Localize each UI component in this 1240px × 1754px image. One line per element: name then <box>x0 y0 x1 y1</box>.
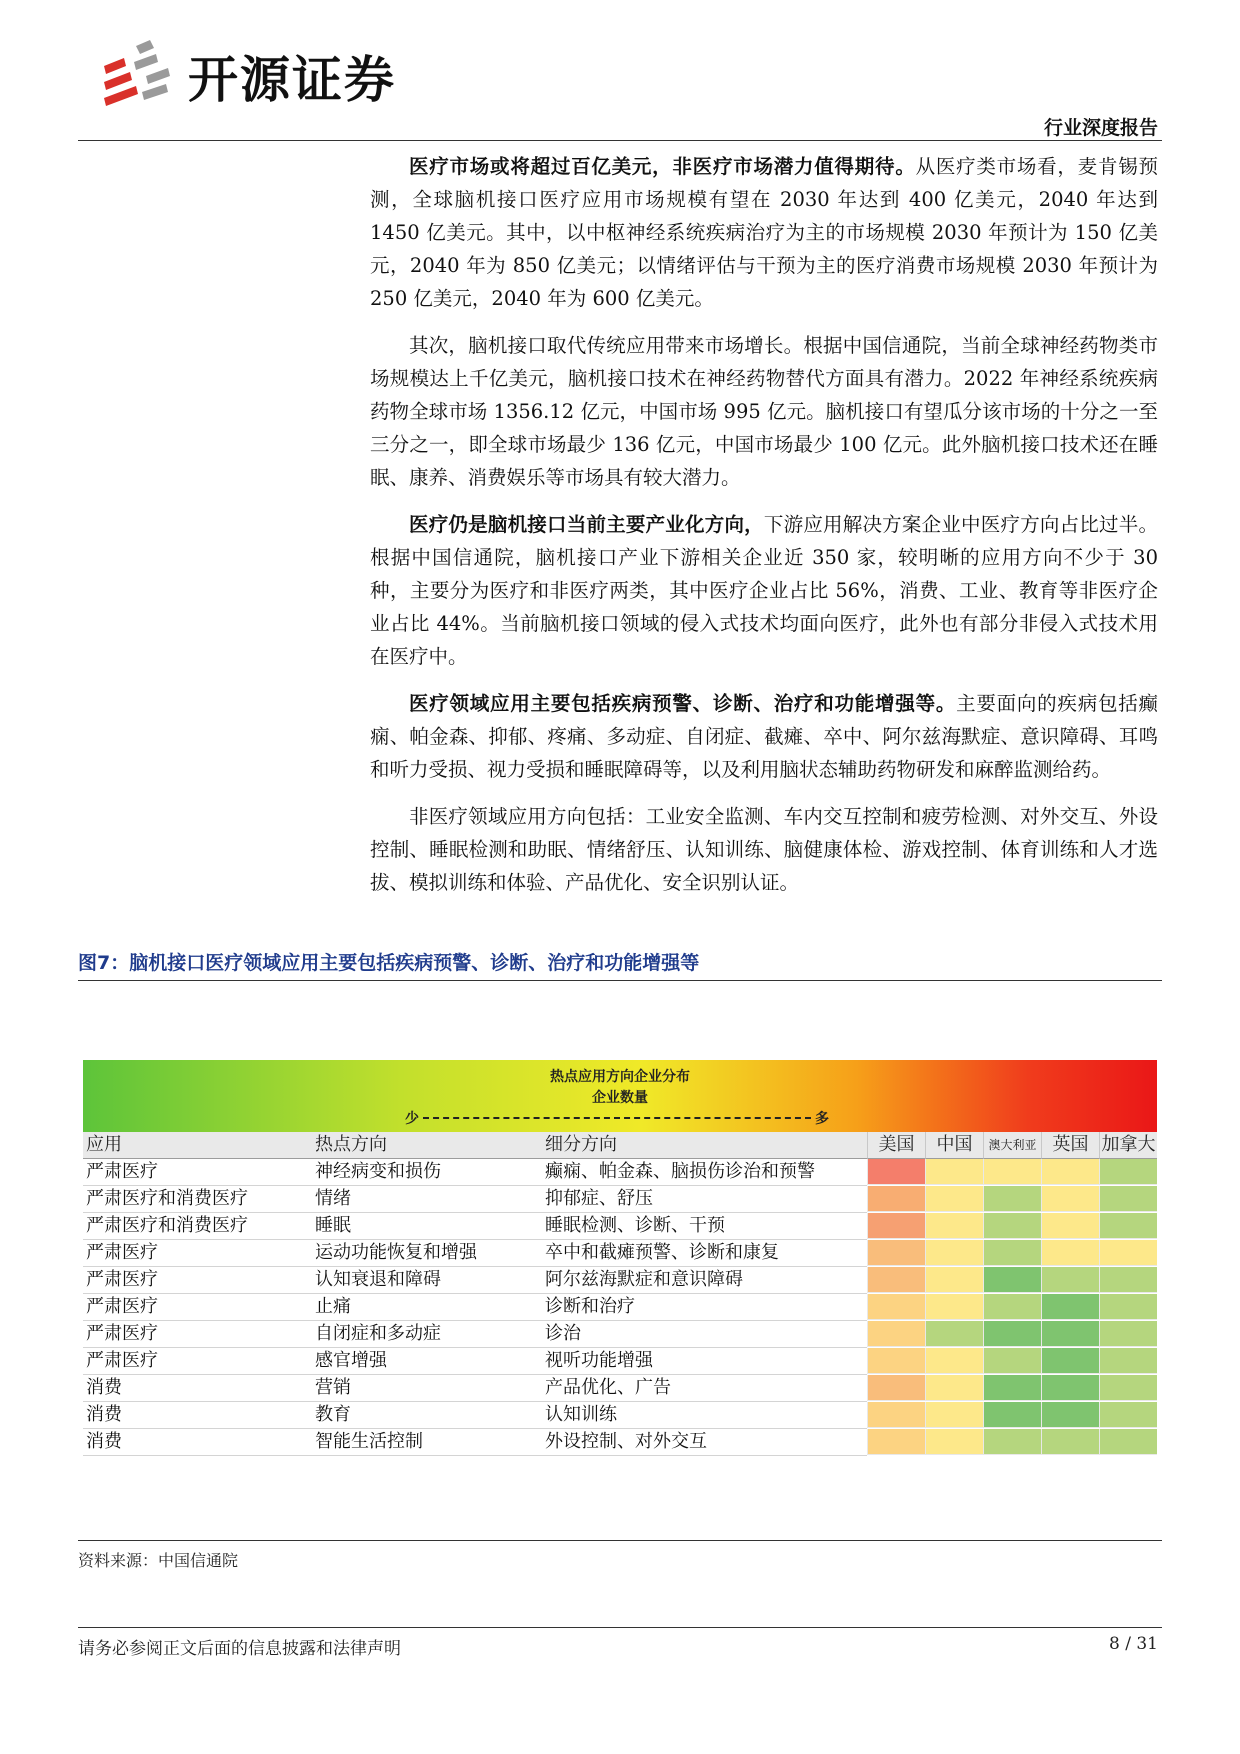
heatmap-cell <box>1099 1321 1157 1347</box>
heatmap-cell <box>1099 1402 1157 1428</box>
paragraph-lead: 医疗仍是脑机接口当前主要产业化方向， <box>409 513 764 536</box>
heatmap-cell <box>867 1186 925 1212</box>
heatmap-cell <box>983 1429 1041 1455</box>
heatmap-cell <box>1041 1213 1099 1239</box>
heatmap-cell <box>867 1375 925 1401</box>
heatmap-cell <box>1041 1240 1099 1266</box>
heatmap-banner-subtitle: 企业数量 <box>592 1090 648 1106</box>
source-divider <box>78 1540 1162 1541</box>
heatmap-cell <box>1099 1159 1157 1185</box>
paragraph-text: 下游应用解决方案企业中医疗方向占比过半。根据中国信通院，脑机接口产业下游相关企业近 350 家，较明晰的应用方向不少于 30 种，主要分为医疗和非医疗两类，其中医疗企业占比 56%，消费、工业、教育等非医疗企业占比 44%。当前脑机接口领域的侵入式技术均面向医疗，此外也有部分非侵入式技术用在医疗中。 <box>370 513 1158 668</box>
column-header-detail: 细分方向 <box>542 1132 867 1159</box>
heatmap-cell <box>983 1240 1041 1266</box>
paragraph <box>370 687 1158 786</box>
heatmap-legend-banner <box>83 1060 1157 1132</box>
heatmap-cell <box>925 1213 983 1239</box>
row-focus-cell: 感官增强 <box>312 1348 542 1375</box>
paragraph-text: 主要面向的疾病包括癫痫、帕金森、抑郁、疼痛、多动症、自闭症、截瘫、卒中、阿尔兹海默症、意识障碍、耳鸣和听力受损、视力受损和睡眠障碍等，以及利用脑状态辅助药物研发和麻醉监测给药。 <box>370 692 1158 781</box>
row-detail-cell: 外设控制、对外交互 <box>542 1429 867 1456</box>
column-header-canada: 加拿大 <box>1099 1132 1157 1159</box>
heatmap-cell <box>1041 1402 1099 1428</box>
brand-logo-icon <box>96 36 176 116</box>
scale-high-label: 多 <box>815 1111 829 1127</box>
row-detail-cell: 睡眠检测、诊断、干预 <box>542 1213 867 1240</box>
paragraph-text: 非医疗领域应用方向包括：工业安全监测、车内交互控制和疲劳检测、对外交互、外设控制、睡眠检测和助眠、情绪舒压、认知训练、脑健康体检、游戏控制、体育训练和人才选拔、模拟训练和体验、产品优化、安全识别认证。 <box>370 805 1158 894</box>
figure-divider <box>78 980 1162 981</box>
row-focus-cell: 情绪 <box>312 1186 542 1213</box>
heatmap-cell <box>925 1159 983 1185</box>
heatmap-cell <box>983 1213 1041 1239</box>
heatmap-cell <box>867 1402 925 1428</box>
heatmap-scale <box>405 1108 829 1128</box>
paragraph <box>370 800 1158 899</box>
heatmap-cell <box>983 1267 1041 1293</box>
footer-disclaimer: 请务必参阅正文后面的信息披露和法律声明 <box>78 1639 401 1659</box>
heatmap-cell <box>983 1294 1041 1320</box>
row-focus-cell: 营销 <box>312 1375 542 1402</box>
column-header-usa: 美国 <box>867 1132 925 1159</box>
heatmap-cell <box>983 1348 1041 1374</box>
heatmap-cell <box>1041 1159 1099 1185</box>
row-detail-cell: 产品优化、广告 <box>542 1375 867 1402</box>
heatmap-cell <box>867 1240 925 1266</box>
heatmap-cell <box>983 1321 1041 1347</box>
heatmap-cell <box>867 1294 925 1320</box>
paragraph-lead: 医疗领域应用主要包括疾病预警、诊断、治疗和功能增强等。 <box>409 692 957 715</box>
page-number: 8 / 31 <box>1109 1634 1158 1654</box>
heatmap-cell <box>1099 1375 1157 1401</box>
row-app-cell: 严肃医疗 <box>83 1240 312 1267</box>
heatmap-cell <box>1099 1267 1157 1293</box>
row-app-cell: 消费 <box>83 1375 312 1402</box>
column-header-australia: 澳大利亚 <box>983 1132 1041 1159</box>
row-focus-cell: 神经病变和损伤 <box>312 1159 542 1186</box>
heatmap-cell <box>925 1375 983 1401</box>
heatmap-cell <box>1041 1321 1099 1347</box>
row-app-cell: 严肃医疗和消费医疗 <box>83 1213 312 1240</box>
heatmap-cell <box>867 1429 925 1455</box>
heatmap-cell <box>1099 1348 1157 1374</box>
heatmap-cell <box>983 1159 1041 1185</box>
heatmap-cell <box>1099 1186 1157 1212</box>
heatmap-cell <box>925 1429 983 1455</box>
heatmap-cell <box>867 1213 925 1239</box>
heatmap-cell <box>867 1267 925 1293</box>
row-app-cell: 严肃医疗 <box>83 1159 312 1186</box>
brand-name: 开源证券 <box>188 51 396 109</box>
heatmap-cell <box>925 1321 983 1347</box>
row-focus-cell: 睡眠 <box>312 1213 542 1240</box>
heatmap-cell <box>983 1402 1041 1428</box>
row-detail-cell: 阿尔兹海默症和意识障碍 <box>542 1267 867 1294</box>
heatmap-cell <box>925 1402 983 1428</box>
row-detail-cell: 视听功能增强 <box>542 1348 867 1375</box>
heatmap-cell <box>867 1321 925 1347</box>
row-focus-cell: 智能生活控制 <box>312 1429 542 1456</box>
figure-title: 图7：脑机接口医疗领域应用主要包括疾病预警、诊断、治疗和功能增强等 <box>78 952 700 974</box>
footer-divider <box>78 1627 1162 1628</box>
heatmap-cell <box>983 1186 1041 1212</box>
source-note: 资料来源：中国信通院 <box>78 1551 239 1570</box>
row-detail-cell: 认知训练 <box>542 1402 867 1429</box>
row-detail-cell: 诊断和治疗 <box>542 1294 867 1321</box>
scale-dash-line <box>423 1117 811 1119</box>
row-app-cell: 消费 <box>83 1429 312 1456</box>
heatmap-cell <box>1099 1240 1157 1266</box>
body-text <box>370 150 1158 913</box>
heatmap-cell <box>1041 1348 1099 1374</box>
column-header-uk: 英国 <box>1041 1132 1099 1159</box>
heatmap-cell <box>1041 1186 1099 1212</box>
heatmap-cell <box>925 1267 983 1293</box>
heatmap-cell <box>867 1348 925 1374</box>
scale-low-label: 少 <box>405 1111 419 1127</box>
heatmap-cell <box>925 1240 983 1266</box>
paragraph-text: 其次，脑机接口取代传统应用带来市场增长。根据中国信通院，当前全球神经药物类市场规模达上千亿美元，脑机接口技术在神经药物替代方面具有潜力。2022 年神经系统疾病药物全球市场 1356.12 亿元，中国市场 995 亿元。脑机接口有望瓜分该市场的十分之一至三分之一，即全球市场最少 136 亿元，中国市场最少 100 亿元。此外脑机接口技术还在睡眠、康养、消费娱乐等市场具有较大潜力。 <box>370 334 1158 489</box>
header-divider <box>78 140 1162 141</box>
report-type: 行业深度报告 <box>1043 117 1158 139</box>
row-detail-cell: 卒中和截瘫预警、诊断和康复 <box>542 1240 867 1267</box>
heatmap <box>83 1060 1157 1456</box>
row-app-cell: 严肃医疗 <box>83 1321 312 1348</box>
heatmap-table <box>83 1132 1157 1456</box>
row-focus-cell: 自闭症和多动症 <box>312 1321 542 1348</box>
row-app-cell: 严肃医疗 <box>83 1348 312 1375</box>
heatmap-cell <box>867 1159 925 1185</box>
heatmap-cell <box>1099 1294 1157 1320</box>
column-header-app: 应用 <box>83 1132 312 1159</box>
heatmap-cell <box>1041 1294 1099 1320</box>
row-detail-cell: 抑郁症、舒压 <box>542 1186 867 1213</box>
row-focus-cell: 止痛 <box>312 1294 542 1321</box>
row-app-cell: 严肃医疗 <box>83 1267 312 1294</box>
row-focus-cell: 认知衰退和障碍 <box>312 1267 542 1294</box>
brand-logo <box>96 36 396 116</box>
heatmap-cell <box>1099 1429 1157 1455</box>
paragraph-lead: 医疗市场或将超过百亿美元，非医疗市场潜力值得期待。 <box>409 155 916 178</box>
paragraph <box>370 329 1158 494</box>
heatmap-cell <box>1099 1213 1157 1239</box>
row-focus-cell: 运动功能恢复和增强 <box>312 1240 542 1267</box>
row-app-cell: 严肃医疗和消费医疗 <box>83 1186 312 1213</box>
row-detail-cell: 癫痫、帕金森、脑损伤诊治和预警 <box>542 1159 867 1186</box>
paragraph <box>370 150 1158 315</box>
column-header-china: 中国 <box>925 1132 983 1159</box>
heatmap-cell <box>983 1375 1041 1401</box>
heatmap-cell <box>925 1294 983 1320</box>
heatmap-cell <box>1041 1375 1099 1401</box>
heatmap-banner-title: 热点应用方向企业分布 <box>550 1069 690 1085</box>
column-header-focus: 热点方向 <box>312 1132 542 1159</box>
row-app-cell: 消费 <box>83 1402 312 1429</box>
row-focus-cell: 教育 <box>312 1402 542 1429</box>
heatmap-cell <box>1041 1429 1099 1455</box>
heatmap-cell <box>925 1186 983 1212</box>
heatmap-cell <box>925 1348 983 1374</box>
row-app-cell: 严肃医疗 <box>83 1294 312 1321</box>
paragraph <box>370 508 1158 673</box>
paragraph-text: 从医疗类市场看，麦肯锡预测，全球脑机接口医疗应用市场规模有望在 2030 年达到 400 亿美元，2040 年达到 1450 亿美元。其中，以中枢神经系统疾病治疗为主的市场规模 2030 年预计为 150 亿美元，2040 年为 850 亿美元；以情绪评估与干预为主的医疗消费市场规模 2030 年预计为 250 亿美元，2040 年为 600 亿美元。 <box>370 155 1158 310</box>
row-detail-cell: 诊治 <box>542 1321 867 1348</box>
heatmap-cell <box>1041 1267 1099 1293</box>
